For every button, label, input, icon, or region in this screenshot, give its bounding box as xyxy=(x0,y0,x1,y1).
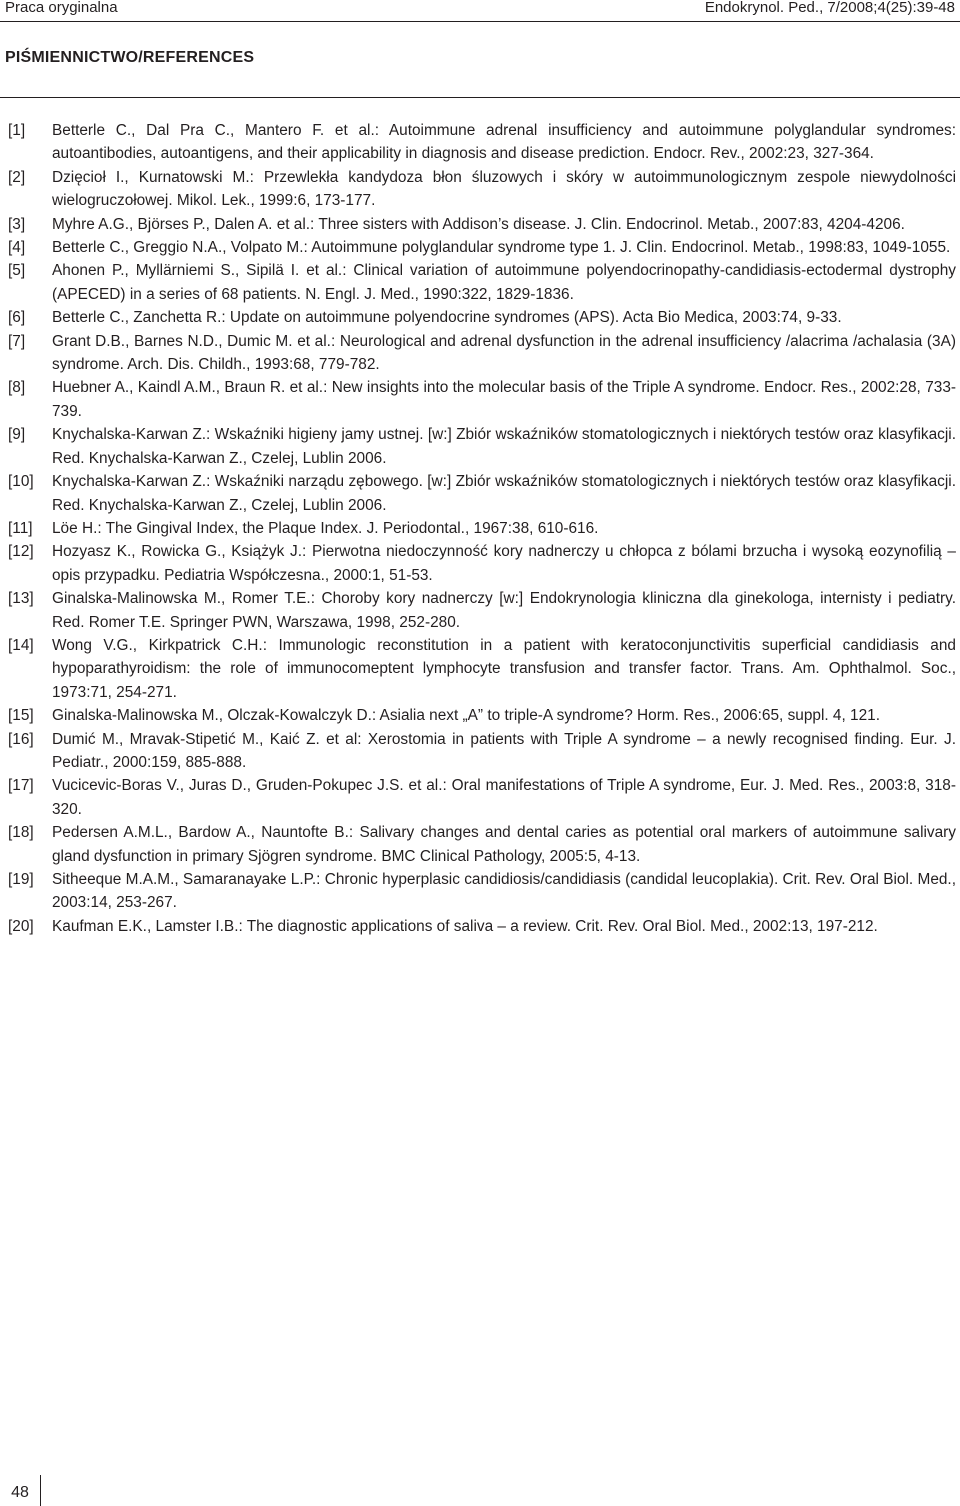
reference-text: Betterle C., Dal Pra C., Mantero F. et al.: Autoimmune adrenal insufficiency and autoimmune polyglandular syndromes: autoantibodies, autoantigens, and their applicability in diagnosis and disease prediction. Endocr. Rev., 2002:23, 327-364. xyxy=(52,122,956,163)
reference-text: Pedersen A.M.L., Bardow A., Nauntofte B.: Salivary changes and dental caries as potential oral markers of autoimmune salivary gland dysfunction in primary Sjögren syndrome. BMC Clinical Pathology, 2005:5, 4-13. xyxy=(52,824,956,865)
reference-text: Grant D.B., Barnes N.D., Dumic M. et al.: Neurological and adrenal dysfunction in the adrenal insufficiency /alacrima /achalasia (3A) syndrome. Arch. Dis. Childh., 1993:68, 779-782. xyxy=(52,332,956,374)
reference-item xyxy=(8,774,956,821)
reference-number: [5] xyxy=(8,262,26,280)
reference-number: [3] xyxy=(8,215,26,233)
reference-text: Betterle C., Zanchetta R.: Update on autoimmune polyendocrine syndromes (APS). Acta Bio Medica, 2003:74, 9-33. xyxy=(52,309,842,327)
reference-number: [9] xyxy=(8,426,26,444)
reference-item xyxy=(8,915,956,938)
reference-item xyxy=(8,634,956,704)
page-number-divider xyxy=(40,1475,41,1506)
reference-text: Hozyasz K., Rowicka G., Książyk J.: Pierwotna niedoczynność kory nadnerczy u chłopca z bólami brzucha i wysoką eozynofilią – opis przypadku. Pediatria Współczesna., 2000:1, 51-53. xyxy=(52,543,956,584)
reference-item xyxy=(8,423,956,470)
reference-number: [6] xyxy=(8,309,26,327)
reference-item xyxy=(8,166,956,213)
header-article-type: Praca oryginalna xyxy=(5,0,118,16)
reference-text: Betterle C., Greggio N.A., Volpato M.: Autoimmune polyglandular syndrome type 1. J. Clin. Endocrinol. Metab., 1998:83, 1049-1055. xyxy=(52,239,951,257)
reference-item xyxy=(8,728,956,775)
reference-item xyxy=(8,376,956,423)
reference-number: [12] xyxy=(8,543,34,561)
reference-number: [19] xyxy=(8,871,34,888)
reference-text: Löe H.: The Gingival Index, the Plaque Index. J. Periodontal., 1967:38, 610-616. xyxy=(52,519,599,537)
header-rule xyxy=(0,21,960,22)
reference-text: Ginalska-Malinowska M., Romer T.E.: Choroby kory nadnerczy [w:] Endokrynologia kliniczna dla ginekologa, internisty i pediatry. Red. Romer T.E. Springer PWN, Warszawa, 1998, 252-280. xyxy=(52,590,956,631)
reference-item xyxy=(8,213,956,236)
reference-text: Ahonen P., Myllärniemi S., Sipilä I. et al.: Clinical variation of autoimmune polyendocrinopathy-candidiasis-ectodermal dystrophy (APECED) in a series of 68 patients. N. Engl. J. Med., 1990:322, 1829-1836. xyxy=(52,262,956,303)
reference-text: Wong V.G., Kirkpatrick C.H.: Immunologic reconstitution in a patient with keratoconjunctivitis superficial candidiasis and hypoparathyroidism: the role of immunocomeptent lymphocyte transfusion and transfer factor. Trans. Am. Ophthalmol. Soc., 1973:71, 254-271. xyxy=(52,636,956,701)
reference-text: Huebner A., Kaindl A.M., Braun R. et al.: New insights into the molecular basis of the Triple A syndrome. Endocr. Res., 2002:28, 733-739. xyxy=(52,379,956,420)
reference-item xyxy=(8,330,956,377)
reference-text: Ginalska-Malinowska M., Olczak-Kowalczyk D.: Asialia next „A” to triple-A syndrome? Horm. Res., 2006:65, suppl. 4, 121. xyxy=(52,707,880,725)
reference-text: Sitheeque M.A.M., Samaranayake L.P.: Chronic hyperplasic candidiosis/candidiasis (candidal leucoplakia). Crit. Rev. Oral Biol. Med., 2003:14, 253-267. xyxy=(52,871,956,912)
reference-number: [20] xyxy=(8,917,34,935)
reference-number: [16] xyxy=(8,730,34,748)
page-number: 48 xyxy=(11,1484,29,1501)
reference-text: Dumić M., Mravak-Stipetić M., Kaić Z. et al: Xerostomia in patients with Triple A syndrome – a newly recognised finding. Eur. J. Pediatr., 2000:159, 885-888. xyxy=(52,730,956,771)
reference-item xyxy=(8,821,956,868)
reference-text: Vucicevic-Boras V., Juras D., Gruden-Pokupec J.S. et al.: Oral manifestations of Triple A syndrome, Eur. J. Med. Res., 2003:8, 318-320. xyxy=(52,777,956,818)
reference-number: [10] xyxy=(8,473,34,491)
section-title: PIŚMIENNICTWO/REFERENCES xyxy=(5,49,255,66)
reference-text: Knychalska-Karwan Z.: Wskaźniki higieny jamy ustnej. [w:] Zbiór wskaźników stomatologicznych i niektórych testów oraz klasyfikacji. Red. Knychalska-Karwan Z., Czelej, Lublin 2006. xyxy=(52,426,956,467)
reference-item xyxy=(8,470,956,517)
reference-item xyxy=(8,517,956,540)
running-header xyxy=(0,0,960,20)
reference-number: [8] xyxy=(8,379,26,397)
reference-number: [14] xyxy=(8,636,34,654)
reference-text: Knychalska-Karwan Z.: Wskaźniki narządu zębowego. [w:] Zbiór wskaźników stomatologicznych i niektórych testów oraz klasyfikacji. Red. Knychalska-Karwan Z., Czelej, Lublin 2006. xyxy=(52,473,956,514)
reference-item xyxy=(8,868,956,915)
header-journal-citation: Endokrynol. Ped., 7/2008;4(25):39-48 xyxy=(704,0,955,16)
reference-item xyxy=(8,119,956,166)
reference-text: Dzięcioł I., Kurnatowski M.: Przewlekła kandydoza błon śluzowych i skóry w autoimmunologicznym zespole niewydolności wielogruczołowej. Mikol. Lek., 1999:6, 173-177. xyxy=(52,168,956,210)
reference-item xyxy=(8,704,956,727)
reference-number: [13] xyxy=(8,590,34,608)
reference-number: [4] xyxy=(8,239,26,257)
reference-number: [17] xyxy=(8,777,34,795)
reference-list xyxy=(8,119,956,938)
reference-item xyxy=(8,236,956,259)
reference-item xyxy=(8,587,956,634)
reference-number: [1] xyxy=(8,122,26,139)
reference-item xyxy=(8,259,956,306)
section-rule xyxy=(0,97,960,98)
reference-number: [7] xyxy=(8,332,26,350)
reference-number: [15] xyxy=(8,707,34,725)
reference-number: [11] xyxy=(8,519,33,537)
reference-item xyxy=(8,306,956,329)
reference-number: [2] xyxy=(8,168,26,186)
reference-item xyxy=(8,540,956,587)
reference-text: Myhre A.G., Björses P., Dalen A. et al.: Three sisters with Addison’s disease. J. Clin. Endocrinol. Metab., 2007:83, 4204-4206. xyxy=(52,215,905,233)
reference-text: Kaufman E.K., Lamster I.B.: The diagnostic applications of saliva – a review. Crit. Rev. Oral Biol. Med., 2002:13, 197-212. xyxy=(52,917,878,935)
reference-number: [18] xyxy=(8,824,34,842)
